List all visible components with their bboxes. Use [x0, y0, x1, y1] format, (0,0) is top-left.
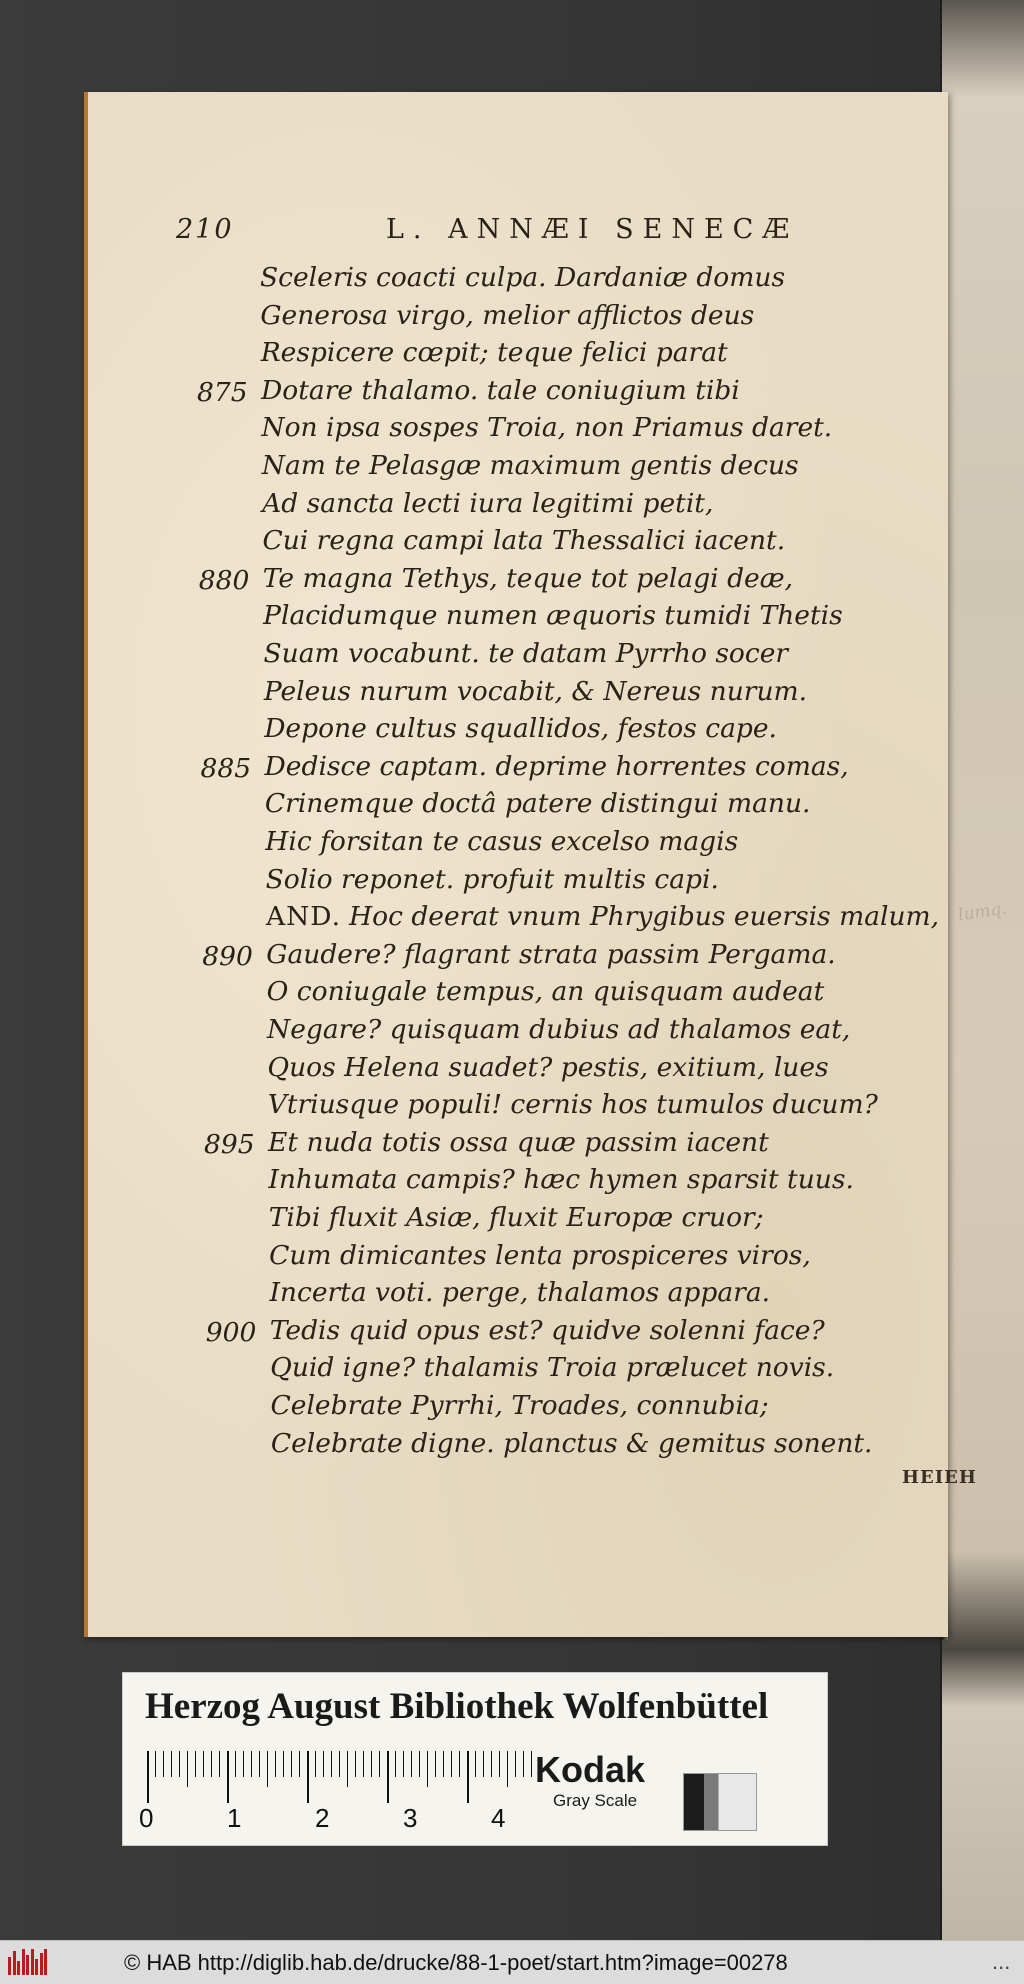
ruler-tick: [195, 1751, 196, 1777]
line-number: 875: [197, 376, 248, 408]
verse-words: Quid igne? thalamis Troia prælucet novis.: [270, 1352, 835, 1384]
verse-words: Gaudere? flagrant strata passim Pergama.: [266, 938, 836, 970]
ruler-tick: [267, 1751, 268, 1787]
verse-line: [88, 1089, 948, 1127]
verse-text: [268, 1089, 878, 1120]
verse-line: [88, 300, 948, 338]
hab-logo-icon: [8, 1949, 48, 1975]
verse-words: Generosa virgo, melior afflictos deus: [260, 299, 755, 331]
logo-bar: [22, 1949, 25, 1975]
ruler-tick: [451, 1751, 452, 1777]
verse-line: [88, 1014, 948, 1052]
ruler-tick: [435, 1751, 436, 1777]
line-number: 880: [198, 564, 250, 596]
verse-words: Cum dimicantes lenta prospiceres viros,: [269, 1239, 811, 1271]
verse-words: Negare? quisquam dubius ad thalamos eat,: [267, 1014, 851, 1045]
verse-text: [267, 976, 825, 1007]
verse-line: [88, 713, 948, 751]
verse-words: Celebrate digne. planctus & gemitus sonent.: [270, 1427, 873, 1459]
ruler-tick: [387, 1751, 389, 1803]
ruler-tick: [307, 1751, 309, 1803]
verse-line: [88, 901, 948, 939]
verse-words: Sceleris coacti culpa. Dardaniæ domus: [260, 262, 786, 293]
verse-words: Quos Helena suadet? pestis, exitium, lues: [267, 1051, 829, 1083]
logo-bar: [31, 1949, 34, 1975]
verse-words: Hoc deerat vnum Phrygibus euersis malum,: [349, 901, 940, 933]
verse-line: [88, 676, 948, 714]
verse-text: [270, 1352, 834, 1383]
verse-line: [88, 1352, 948, 1390]
ruler-tick: [211, 1751, 212, 1777]
verse-line: [88, 1127, 948, 1165]
ruler-tick: [379, 1751, 380, 1777]
source-url[interactable]: © HAB http://diglib.hab.de/drucke/88-1-poet/start.htm?image=00278: [124, 1950, 788, 1975]
verse-text: [260, 300, 754, 331]
ruler-tick: [243, 1751, 244, 1777]
ruler-tick: [467, 1751, 469, 1803]
verse-text: [264, 713, 777, 744]
line-number: 885: [200, 752, 252, 784]
verse-line: [88, 1428, 948, 1466]
ruler-tick: [483, 1751, 484, 1777]
ruler-number: 1: [227, 1803, 242, 1833]
logo-bar: [44, 1949, 47, 1975]
ruler-tick: [259, 1751, 260, 1777]
verse-words: Solio reponet. profuit multis capi.: [265, 863, 719, 895]
verse-line: [88, 1277, 948, 1315]
verse-text: [265, 826, 738, 857]
logo-bar: [35, 1959, 38, 1975]
gray-scale-label: Gray Scale: [553, 1791, 638, 1810]
color-target-card: [122, 1672, 828, 1846]
verse-line: [88, 375, 948, 413]
verse-text: [268, 1127, 769, 1158]
ruler-tick: [291, 1751, 292, 1777]
verse-text: [270, 1315, 825, 1346]
ruler-tick: [459, 1751, 460, 1777]
verse-words: Incerta voti. perge, thalamos appara.: [269, 1277, 771, 1309]
verse-text: [265, 751, 849, 782]
ruler-tick: [299, 1751, 300, 1777]
ruler-number: 3: [403, 1803, 418, 1833]
ruler-tick: [331, 1751, 332, 1777]
ruler-tick: [275, 1751, 276, 1777]
verse-line: [88, 788, 948, 826]
kodak-logo: Kodak: [535, 1749, 646, 1790]
verse-words: O coniugale tempus, an quisquam audeat: [266, 976, 825, 1008]
ruler-number: 2: [315, 1803, 330, 1833]
running-head: L. ANNÆI SENECÆ: [386, 214, 799, 245]
verse-line: [88, 864, 948, 902]
verse-words: Celebrate Pyrrhi, Troades, connubia;: [270, 1390, 769, 1421]
verse-line: [88, 1390, 948, 1428]
margin-note: lumq.: [956, 898, 1008, 926]
ruler-tick: [355, 1751, 356, 1777]
book-page: [84, 92, 1008, 1637]
logo-bar: [26, 1955, 29, 1975]
verse-line: [88, 939, 948, 977]
verse-text: [261, 375, 740, 406]
verse-text: [262, 525, 785, 556]
verse-text: [269, 1240, 811, 1271]
verse-words: Dotare thalamo. tale coniugium tibi: [261, 374, 740, 406]
ruler-tick: [475, 1751, 476, 1777]
line-number: 895: [204, 1128, 255, 1160]
verse-line: [88, 450, 948, 488]
verse-words: Cui regna campi lata Thessalici iacent.: [262, 525, 786, 557]
verse-words: Non ipsa sospes Troia, non Priamus daret.: [261, 412, 833, 444]
verse-words: Vtriusque populi! cernis hos tumulos ducum?: [267, 1089, 878, 1121]
ruler-tick: [411, 1751, 412, 1777]
verse-words: Tibi fluxit Asiæ, fluxit Europæ cruor;: [268, 1202, 764, 1233]
verse-line: [88, 751, 948, 789]
verse-text: [266, 864, 719, 895]
line-number: 890: [202, 940, 253, 972]
verse-words: Te magna Tethys, teque tot pelagi deæ,: [262, 562, 794, 594]
ruler-tick: [227, 1751, 229, 1803]
verse-line: [88, 600, 948, 638]
verse-text: [266, 939, 835, 970]
next-page-edge: [940, 0, 1024, 1940]
ruler-tick: [147, 1751, 149, 1803]
verse-words: Inhumata campis? hæc hymen sparsit tuus.: [268, 1164, 854, 1196]
verse-line: [88, 976, 948, 1014]
verse-line: [88, 1315, 948, 1353]
verse-text: [271, 1390, 769, 1421]
line-number: 900: [205, 1316, 257, 1348]
verse-words: Placidumque numen æquoris tumidi Thetis: [263, 600, 843, 632]
verse-line: [88, 488, 948, 526]
verse-words: Crinemque doctâ patere distingui manu.: [264, 788, 811, 820]
ruler-tick: [427, 1751, 428, 1787]
ruler-tick: [251, 1751, 252, 1777]
verse-text: [261, 412, 832, 443]
verse-line: [88, 412, 948, 450]
logo-bar: [40, 1953, 43, 1975]
viewer-footer: [0, 1940, 1024, 1984]
verse-words: Et nuda totis ossa quæ passim iacent: [268, 1126, 769, 1158]
verse-line: [88, 563, 948, 601]
ruler-tick: [515, 1751, 516, 1777]
ruler-tick: [443, 1751, 444, 1777]
ruler-tick: [491, 1751, 492, 1777]
ruler-number: 0: [139, 1803, 154, 1833]
ruler-tick: [339, 1751, 340, 1777]
verse-text: [269, 1202, 764, 1233]
verse-line: [88, 525, 948, 563]
verse-words: Depone cultus squallidos, festos cape.: [264, 713, 777, 745]
verse-text: [268, 1164, 853, 1195]
verse-text: [267, 1052, 828, 1083]
verse-text: [262, 488, 713, 519]
ruler-tick: [419, 1751, 420, 1777]
ruler-tick: [171, 1751, 172, 1777]
logo-bar: [13, 1951, 16, 1975]
verse-text: [264, 676, 807, 707]
verse-line: [88, 337, 948, 375]
ruler-tick: [163, 1751, 164, 1777]
verse-words: Nam te Pelasgæ maximum gentis decus: [261, 450, 799, 481]
ruler-tick: [403, 1751, 404, 1777]
verse-text: [266, 901, 939, 932]
ruler-tick: [187, 1751, 188, 1787]
ruler-tick: [155, 1751, 156, 1777]
verse-line: [88, 638, 948, 676]
verse-text: [264, 638, 789, 669]
more-menu-icon[interactable]: ...: [992, 1949, 1011, 1974]
ruler-tick: [323, 1751, 324, 1777]
ruler-number: 4: [491, 1803, 506, 1833]
ruler-tick: [283, 1751, 284, 1777]
verse-text: [262, 450, 799, 481]
page-number: 210: [176, 214, 234, 245]
verse-text: [261, 337, 728, 368]
verse-words: Hic forsitan te casus excelso magis: [265, 826, 739, 857]
verse-words: Dedisce captam. deprime horrentes comas,: [264, 750, 849, 782]
logo-bar: [17, 1961, 20, 1975]
ruler-tick: [499, 1751, 500, 1777]
verse-words: Respicere cœpit; teque felici parat: [260, 337, 728, 369]
ruler-tick: [347, 1751, 348, 1787]
ruler-tick: [507, 1751, 508, 1787]
verse-text: [260, 262, 785, 293]
verse-text: [267, 1014, 850, 1045]
verse-words: Ad sancta lecti iura legitimi petit,: [262, 487, 714, 519]
ruler-tick: [523, 1751, 524, 1777]
ruler-tick: [371, 1751, 372, 1777]
speaker-label: AND.: [265, 901, 341, 933]
verse-text: [265, 788, 811, 819]
catchword: HEIEH: [902, 1467, 977, 1488]
ruler-tick: [531, 1751, 532, 1777]
ruler-tick: [363, 1751, 364, 1777]
ruler-tick: [219, 1751, 220, 1777]
verse-words: Peleus nurum vocabit, & Nereus nurum.: [263, 675, 808, 707]
verse-line: [88, 262, 948, 300]
verse-words: Suam vocabunt. te datam Pyrrho socer: [263, 638, 789, 669]
library-name: Herzog August Bibliothek Wolfenbüttel: [145, 1686, 769, 1727]
verse-words: Tedis quid opus est? quidve solenni face?: [269, 1314, 825, 1346]
verse-line: [88, 826, 948, 864]
verse-line: [88, 1164, 948, 1202]
ruler-tick: [203, 1751, 204, 1777]
verse-text: [263, 563, 793, 594]
verse-line: [88, 1240, 948, 1278]
ruler-tick: [235, 1751, 236, 1777]
verse-line: [88, 1052, 948, 1090]
ruler-scale: [147, 1751, 539, 1803]
verse-text: [269, 1277, 770, 1308]
verse-text: [271, 1428, 873, 1459]
verse-line: [88, 1202, 948, 1240]
logo-bar: [8, 1957, 11, 1975]
ruler-tick: [395, 1751, 396, 1777]
ruler-tick: [179, 1751, 180, 1777]
page-header: [176, 214, 876, 254]
ruler-tick: [315, 1751, 316, 1777]
verse-text: [263, 600, 843, 631]
gray-scale-patch: [683, 1773, 757, 1831]
